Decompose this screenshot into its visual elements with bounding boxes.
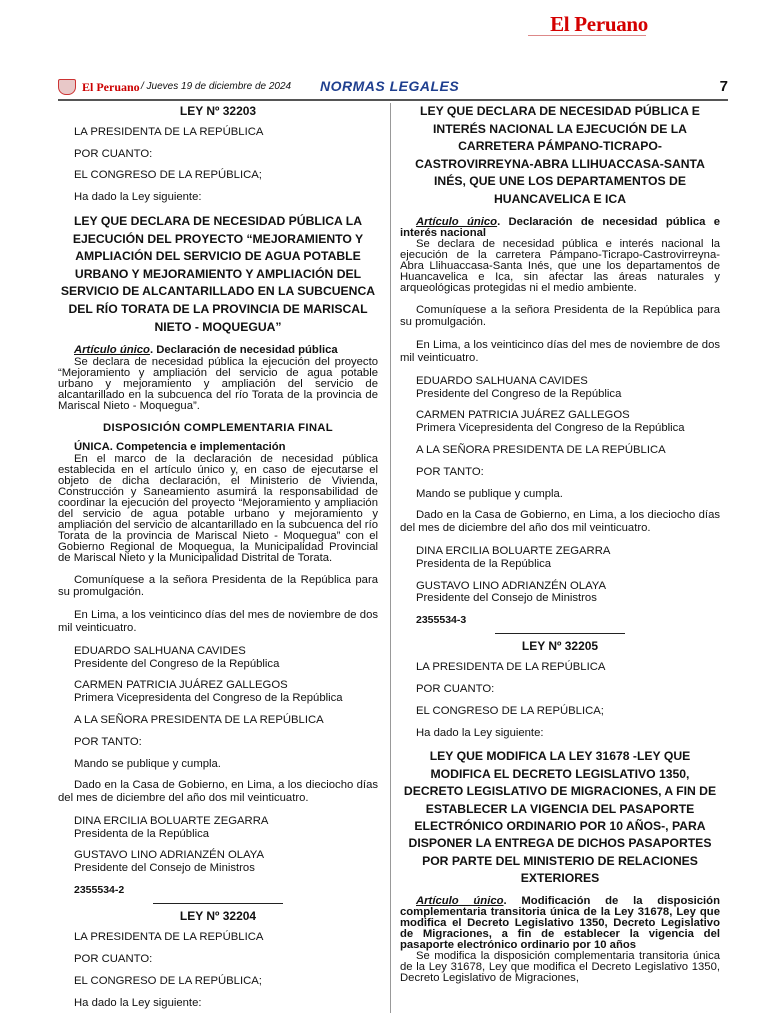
signer-role: Primera Vicepresidenta del Congreso de la República [416,422,685,435]
intro-line: LA PRESIDENTA DE LA REPÚBLICA [74,931,264,944]
signer-name: GUSTAVO LINO ADRIANZÉN OLAYA [74,849,264,862]
article-heading-text: . Declaración de necesidad pública [149,344,338,357]
intro-line: POR CUANTO: [416,683,495,695]
intro-line: EL CONGRESO DE LA REPÚBLICA; [416,704,604,717]
mando: Mando se publique y cumpla. [74,757,221,770]
signer-role: Presidente del Congreso de la República [74,657,280,670]
right-column [400,103,720,994]
header-section: NORMAS LEGALES [320,78,460,94]
masthead-underline [528,35,646,38]
intro-line: Ha dado la Ley siguiente: [416,726,544,739]
article-label: Artículo único [74,344,150,357]
signer-name: GUSTAVO LINO ADRIANZÉN OLAYA [416,579,606,592]
signer-name: CARMEN PATRICIA JUÁREZ GALLEGOS [74,679,288,692]
dado: Dado en la Casa de Gobierno, en Lima, a los dieciocho días del mes de diciembre del año dos mil veinticuatro. [400,509,720,535]
signature [58,679,378,705]
article-body: Se declara de necesidad pública la ejecución del proyecto “Mejoramiento y ampliación del servicio de agua potable urbano y mejoramiento y ampliación del servicio de alcantarillado en la subcuenca del río Torata de la provincia de Mariscal Nieto - Moquegua”. [58,355,378,412]
signature [58,645,378,671]
column-divider [390,103,391,1013]
signature [58,815,378,841]
masthead-logo: El Peruano [550,12,648,36]
law-title: LEY QUE DECLARA DE NECESIDAD PÚBLICA LA EJECUCIÓN DEL PROYECTO “MEJORAMIENTO Y AMPLIACIÓN DEL SERVICIO DE AGUA POTABLE URBANO Y MEJORAMIENTO Y AMPLIACIÓN DEL SERVICIO DE ALCANTARILLADO EN LA SUBCUENCA DEL RÍO TORATA DE LA PROVINCIA DE MARISCAL NIETO - MOQUEGUA” [60,213,376,334]
disposition-body: En el marco de la declaración de necesidad pública establecida en el artículo único y, en caso de ejecutarse el objeto de dicha declaración, el Ministerio de Vivienda, Construcción y Saneamiento asumirá la responsabilidad de coordinar la ejecución del proyecto “Mejoramiento y ampliación del servicio de agua potable urbano y mejoramiento y ampliación del servicio de alcantarillado en la subcuenca del río Torata de la provincia de Mariscal Nieto - Moquegua” con el Gobierno Regional de Moquegua, la Municipalidad Provincial de Mariscal Nieto y la Municipalidad Distrital de Torata. [58,452,378,564]
separator-rule [153,903,283,905]
intro-line: Ha dado la Ley siguiente: [74,191,202,204]
article-label: Artículo único [416,215,498,228]
signature [400,409,720,435]
article-heading-text: . Declaración de necesidad pública e interés nacional [400,215,720,239]
signature [400,580,720,606]
article-label: Artículo único [416,894,504,907]
address-line: A LA SEÑORA PRESIDENTA DE LA REPÚBLICA [416,443,666,456]
signer-name: DINA ERCILIA BOLUARTE ZEGARRA [74,814,269,827]
signer-name: CARMEN PATRICIA JUÁREZ GALLEGOS [416,409,630,422]
signature [400,545,720,571]
comuniquese: Comuníquese a la señora Presidenta de la República para su promulgación. [58,573,378,599]
masthead [0,10,768,46]
en-lima: En Lima, a los veinticinco días del mes de noviembre de dos mil veinticuatro. [58,609,378,634]
comuniquese: Comuníquese a la señora Presidenta de la República para su promulgación. [400,303,720,329]
publication-code: 2355534-2 [74,884,125,897]
signer-role: Primera Vicepresidenta del Congreso de la República [74,692,343,705]
address-line: A LA SEÑORA PRESIDENTA DE LA REPÚBLICA [74,713,324,726]
intro-line: EL CONGRESO DE LA REPÚBLICA; [74,974,262,987]
article-heading [400,896,720,951]
en-lima: En Lima, a los veinticinco días del mes de noviembre de dos mil veinticuatro. [400,339,720,364]
mando: Mando se publique y cumpla. [416,487,563,500]
intro-line: EL CONGRESO DE LA REPÚBLICA; [74,169,262,182]
signer-name: EDUARDO SALHUANA CAVIDES [74,644,246,657]
law-title: LEY QUE MODIFICA LA LEY 31678 -LEY QUE MODIFICA EL DECRETO LEGISLATIVO 1350, DECRETO LEGISLATIVO DE MIGRACIONES, A FIN DE ESTABLECER LA VIGENCIA DEL PASAPORTE ELECTRÓNICO ORDINARIO POR 10 AÑOS-, PARA DISPONER LA ENTREGA DE DICHOS PASAPORTES POR PARTE DEL MINISTERIO DE RELACIONES EXTERIORES [403,749,717,886]
signer-role: Presidente del Congreso de la República [416,387,622,400]
por-tanto: POR TANTO: [416,465,484,478]
header-brand: El Peruano [82,80,140,94]
signer-role: Presidenta de la República [416,557,552,570]
article-body: Se modifica la disposición complementaria transitoria única de la Ley 31678, Ley que modifica el Decreto Legislativo 1350, Decreto Legislativo de Migraciones, [400,949,720,984]
por-tanto: POR TANTO: [74,735,142,748]
article-heading [400,217,720,239]
separator-rule [495,633,625,635]
law-number: LEY Nº 32204 [179,909,257,924]
coat-of-arms-icon [58,79,76,95]
law-number: LEY Nº 32205 [521,639,599,654]
intro-line: LA PRESIDENTA DE LA REPÚBLICA [74,125,264,138]
signer-role: Presidente del Consejo de Ministros [74,862,255,875]
signer-role: Presidente del Consejo de Ministros [416,592,597,605]
publication-code: 2355534-3 [416,614,467,627]
intro-line: Ha dado la Ley siguiente: [74,996,202,1009]
law-title: LEY QUE DECLARA DE NECESIDAD PÚBLICA E INTERÉS NACIONAL LA EJECUCIÓN DE LA CARRETERA PÁMPANO-TICRAPO-CASTROVIRREYNA-ABRA LLIHUACCASA-SANTA INÉS, QUE UNE LOS DEPARTAMENTOS DE HUANCAVELICA E ICA [415,104,705,206]
intro-line: POR CUANTO: [74,147,153,160]
page-header [58,78,728,98]
intro-line: POR CUANTO: [74,952,153,965]
signer-name: EDUARDO SALHUANA CAVIDES [416,374,588,387]
header-rule [58,99,728,101]
signer-name: DINA ERCILIA BOLUARTE ZEGARRA [416,544,611,557]
intro-line: LA PRESIDENTA DE LA REPÚBLICA [416,661,606,674]
section-title: DISPOSICIÓN COMPLEMENTARIA FINAL [103,421,333,434]
dado: Dado en la Casa de Gobierno, en Lima, a los dieciocho días del mes de diciembre del año dos mil veinticuatro. [58,779,378,805]
header-date: / Jueves 19 de diciembre de 2024 [141,81,292,92]
left-column [58,103,378,1018]
signature [58,849,378,875]
disposition-heading: ÚNICA. Competencia e implementación [74,440,286,453]
page-number: 7 [719,78,728,95]
signer-role: Presidenta de la República [74,827,210,840]
law-number: LEY Nº 32203 [179,104,257,118]
article-body: Se declara de necesidad pública e interés nacional la ejecución de la carretera Pámpano-Ticrapo-Castrovirreyna-Abra Llihuaccasa-Santa Inés, que une los departamentos de Huancavelica e Ica, sin afectar las áreas naturales y arqueológicas protegidas ni el medio ambiente. [400,237,720,294]
article-heading-text: . Modificación de la disposición complementaria transitoria única de la Ley 31678, Ley que modifica el Decreto Legislativo 1350, Decreto Legislativo de Migraciones, a fin de establecer la vigencia del pasaporte electrónico ordinario por 10 años [400,894,720,951]
signature [400,375,720,401]
